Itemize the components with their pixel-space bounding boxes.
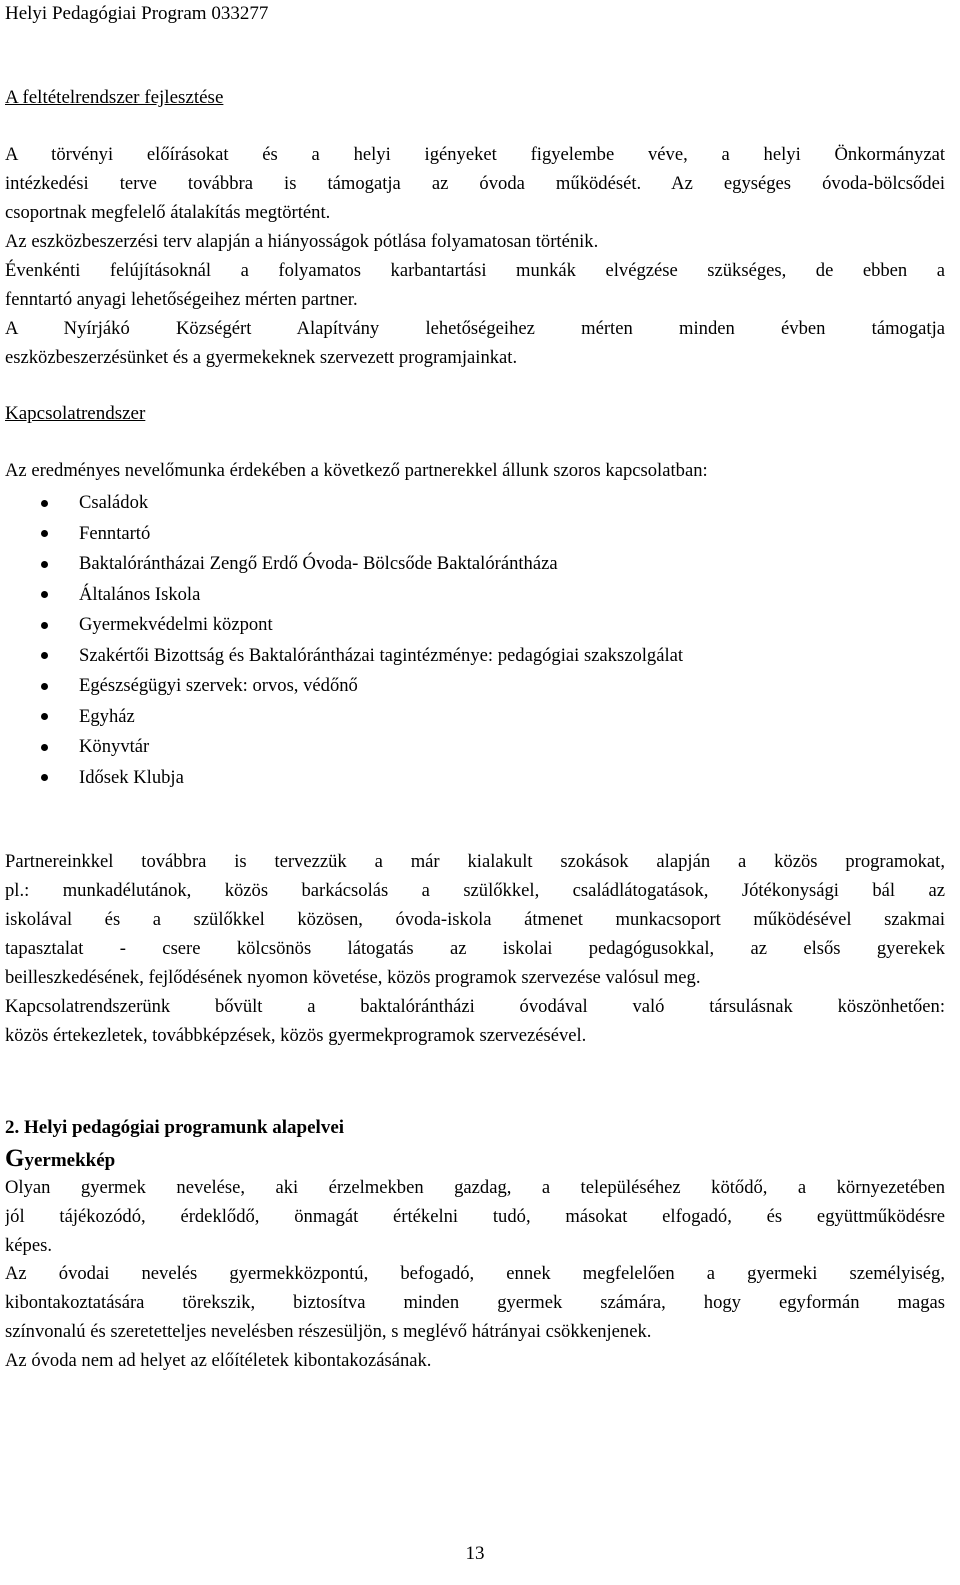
list-item-text: Idősek Klubja bbox=[79, 766, 184, 788]
text-line: Az óvoda nem ad helyet az előítéletek kibontakozásának. bbox=[5, 1349, 432, 1371]
text-line: pl.: munkadélutánok, közös barkácsolás a szülőkkel, családlátogatások, Jótékonysági bál az bbox=[5, 880, 945, 901]
bullet-icon bbox=[41, 561, 48, 568]
text-line: intézkedési terve továbbra is támogatja az óvoda működését. Az egységes óvoda-bölcsődei bbox=[5, 173, 945, 194]
bullet-icon bbox=[41, 622, 48, 629]
text-line: kibontakoztatására törekszik, biztosítva minden gyermek számára, hogy egyformán magas bbox=[5, 1292, 945, 1314]
bullet-icon bbox=[41, 683, 48, 690]
list-item-text: Baktalórántházai Zengő Erdő Óvoda- Bölcsőde Baktalórántháza bbox=[79, 553, 558, 574]
list-item-text: Családok bbox=[79, 492, 149, 513]
heading-rest: yermekkép bbox=[24, 1150, 116, 1171]
bullet-icon bbox=[41, 744, 48, 751]
page-header: Helyi Pedagógiai Program 033277 bbox=[5, 3, 269, 24]
section-heading-kapcsolatrendszer: Kapcsolatrendszer bbox=[5, 403, 146, 424]
section-heading-feltetelrendszer: A feltételrendszer fejlesztése bbox=[5, 87, 224, 108]
section-heading-alapelvek: 2. Helyi pedagógiai programunk alapelvei bbox=[5, 1117, 345, 1138]
text-line: tapasztalat - csere kölcsönös látogatás az iskolai pedagógusokkal, az elsős gyerekek bbox=[5, 938, 945, 959]
bullet-icon bbox=[41, 774, 48, 781]
section-heading-gyermekkep bbox=[5, 1144, 115, 1176]
text-line: eszközbeszerzésünket és a gyermekeknek szervezett programjainkat. bbox=[5, 347, 518, 368]
text-line: Az óvodai nevelés gyermekközpontú, befogadó, ennek megfelelően a gyermeki személyiség, bbox=[5, 1263, 945, 1285]
list-item-text: Egészségügyi szervek: orvos, védőnő bbox=[79, 675, 358, 696]
page-number: 13 bbox=[465, 1543, 485, 1564]
text-line: iskolával és a szülőkkel közösen, óvoda-iskola átmenet munkacsoport működésével szakmai bbox=[5, 909, 945, 930]
list-item-text: Egyház bbox=[79, 705, 135, 727]
kapcsolat-paragraph bbox=[5, 847, 945, 1050]
list-item-text: Gyermekvédelmi központ bbox=[79, 614, 273, 635]
text-line: A törvényi előírásokat és a helyi igényeket figyelembe véve, a helyi Önkormányzat bbox=[5, 144, 945, 165]
text-line: Partnereinkkel továbbra is tervezzük a már kialakult szokások alapján a közös programokat, bbox=[5, 851, 945, 872]
heading-initial: G bbox=[5, 1145, 25, 1172]
gyermekkep-paragraph bbox=[5, 1174, 945, 1376]
bullet-icon bbox=[41, 652, 48, 659]
text-line: közös értekezletek, továbbképzések, közös gyermekprogramok szervezésével. bbox=[5, 1025, 587, 1046]
text-line: fenntartó anyagi lehetőségeihez mérten partner. bbox=[5, 289, 358, 310]
text-line: jól tájékozódó, érdeklődő, önmagát értékelni tudó, másokat elfogadó, és együttműködésre bbox=[5, 1205, 945, 1227]
text-line: Az eredményes nevelőmunka érdekében a következő partnerekkel állunk szoros kapcsolatban: bbox=[5, 460, 708, 481]
list-item-text: Fenntartó bbox=[79, 522, 151, 544]
list-item-text: Általános Iskola bbox=[79, 583, 201, 605]
list-item-text: Könyvtár bbox=[79, 736, 150, 757]
bullet-icon bbox=[41, 713, 48, 720]
text-line: Az eszközbeszerzési terv alapján a hiányosságok pótlása folyamatosan történik. bbox=[5, 231, 599, 252]
text-line: Kapcsolatrendszerünk bővült a baktalórántházi óvodával való társulásnak köszönhetően: bbox=[5, 996, 945, 1017]
bullet-icon bbox=[41, 500, 48, 507]
text-line: Olyan gyermek nevelése, aki érzelmekben gazdag, a településéhez kötődő, a környezetében bbox=[5, 1177, 945, 1198]
text-line: csoportnak megfelelő átalakítás megtörtént. bbox=[5, 202, 331, 223]
list-item-text: Szakértői Bizottság és Baktalórántházai tagintézménye: pedagógiai szakszolgálat bbox=[79, 644, 684, 666]
text-line: színvonalú és szeretetteljes nevelésben részesüljön, s meglévő hátrányai csökkenjenek. bbox=[5, 1320, 652, 1342]
text-line: Évenkénti felújításoknál a folyamatos karbantartási munkák elvégzése szükséges, de ebben a bbox=[5, 260, 945, 281]
kapcsolat-intro bbox=[5, 456, 945, 485]
text-line: képes. bbox=[5, 1234, 52, 1256]
bullet-icon bbox=[41, 591, 48, 598]
feltetelrendszer-paragraph bbox=[5, 140, 945, 372]
text-line: A Nyírjákó Községért Alapítvány lehetőségeihez mérten minden évben támogatja bbox=[5, 318, 945, 339]
bullet-icon bbox=[41, 530, 48, 537]
text-line: beilleszkedésének, fejlődésének nyomon követése, közös programok szervezése valósul meg. bbox=[5, 967, 701, 988]
